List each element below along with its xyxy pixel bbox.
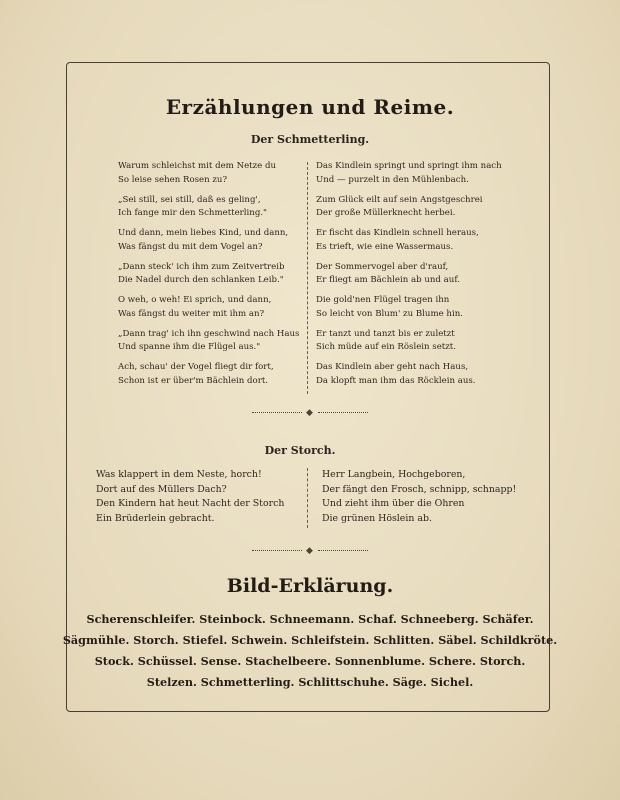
bild-erklaerung-line: Sägmühle. Storch. Stiefel. Schwein. Schleifstein. Schlitten. Säbel. Schildkröte. bbox=[62, 633, 558, 647]
verse-line: Da klopft man ihm das Röcklein aus. bbox=[316, 375, 476, 386]
bild-erklaerung-line: Stelzen. Schmetterling. Schlittschuhe. Säge. Sichel. bbox=[146, 675, 474, 689]
verse-line: Warum schleichst mit dem Netze du bbox=[118, 161, 277, 171]
verse-line: Der große Müllerknecht herbei. bbox=[316, 208, 456, 218]
stanza bbox=[316, 328, 502, 355]
verse-line: Ach, schau' der Vogel fliegt dir fort, bbox=[118, 362, 274, 372]
verse-line: „Dann steck' ich ihm zum Zeitvertreib bbox=[118, 261, 285, 272]
ornament-divider bbox=[0, 546, 620, 556]
stanza bbox=[118, 227, 299, 254]
stanza bbox=[118, 261, 299, 288]
verse-line: Das Kindlein springt und springt ihm nach bbox=[316, 161, 502, 171]
ornament-divider bbox=[0, 408, 620, 418]
verse-line: Schon ist er über'm Bächlein dort. bbox=[118, 375, 269, 386]
verse-line: So leise sehen Rosen zu? bbox=[118, 174, 228, 185]
stanza bbox=[316, 160, 502, 187]
bild-erklaerung-line: Stock. Schüssel. Sense. Stachelbeere. Sonnenblume. Schere. Storch. bbox=[94, 654, 526, 668]
verse-line: Und zieht ihm über die Ohren bbox=[322, 498, 465, 509]
column-divider bbox=[307, 162, 308, 394]
section-title-storch: Der Storch. bbox=[264, 444, 336, 457]
stanza bbox=[316, 194, 502, 221]
verse-line: Was fängst du weiter mit ihm an? bbox=[118, 308, 265, 319]
ornament-dots-right bbox=[318, 550, 368, 551]
ornament-dots-left bbox=[252, 550, 302, 551]
verse-line: Und dann, mein liebes Kind, und dann, bbox=[118, 228, 289, 238]
stanza bbox=[316, 261, 502, 288]
verse-line: Der fängt den Frosch, schnipp, schnapp! bbox=[322, 483, 517, 495]
verse-line: Herr Langbein, Hochgeboren, bbox=[322, 469, 466, 480]
verse-line: Der Sommervogel aber d'rauf, bbox=[316, 261, 449, 272]
column-divider bbox=[307, 468, 308, 528]
ornament-dots-left bbox=[252, 412, 302, 413]
poem-storch-right bbox=[322, 468, 516, 526]
verse-line: Und spanne ihm die Flügel aus." bbox=[118, 342, 261, 352]
verse-line: Er fliegt am Bächlein ab und auf. bbox=[316, 275, 460, 285]
verse-line: O weh, o weh! Ei sprich, und dann, bbox=[118, 295, 272, 305]
stanza bbox=[118, 328, 299, 355]
verse-line: Das Kindlein aber geht nach Haus, bbox=[316, 362, 469, 372]
page-title: Erzählungen und Reime. bbox=[165, 95, 455, 119]
stanza bbox=[316, 294, 502, 321]
verse-line: „Sei still, sei still, daß es geling', bbox=[118, 194, 261, 205]
ornament-dots-right bbox=[318, 412, 368, 413]
verse-line: Dort auf des Müllers Dach? bbox=[96, 483, 227, 495]
verse-line: Er tanzt und tanzt bis er zuletzt bbox=[316, 328, 455, 339]
stanza bbox=[316, 361, 502, 388]
stanza bbox=[118, 361, 299, 388]
verse-line: Was klappert in dem Neste, horch! bbox=[96, 469, 262, 480]
verse-line: Die Nadel durch den schlanken Leib." bbox=[118, 275, 284, 285]
verse-line: Was fängst du mit dem Vogel an? bbox=[118, 241, 263, 252]
verse-line: Es trieft, wie eine Wassermaus. bbox=[316, 241, 454, 252]
verse-line: „Dann trag' ich ihn geschwind nach Haus bbox=[118, 328, 300, 339]
verse-line: Zum Glück eilt auf sein Angstgeschrei bbox=[316, 194, 483, 205]
section-title-schmetterling: Der Schmetterling. bbox=[250, 133, 370, 146]
poem-schmetterling-right bbox=[316, 160, 502, 395]
poem-storch-left bbox=[96, 468, 284, 526]
verse-line: Den Kindern hat heut Nacht der Storch bbox=[96, 498, 285, 509]
stanza bbox=[118, 294, 299, 321]
verse-line: Sich müde auf ein Röslein setzt. bbox=[316, 342, 456, 352]
bild-erklaerung-line: Scherenschleifer. Steinbock. Schneemann. Schaf. Schneeberg. Schäfer. bbox=[86, 612, 534, 626]
verse-line: Die gold'nen Flügel tragen ihn bbox=[316, 295, 450, 305]
bild-erklaerung-title: Bild-Erklärung. bbox=[226, 575, 394, 597]
stanza bbox=[316, 227, 502, 254]
ornament-center-icon: ◆ bbox=[306, 408, 314, 418]
verse-line: Ein Brüderlein gebracht. bbox=[96, 512, 215, 524]
verse-line: So leicht von Blum' zu Blume hin. bbox=[316, 308, 463, 319]
stanza bbox=[118, 160, 299, 187]
verse-line: Er fischt das Kindlein schnell heraus, bbox=[316, 228, 479, 238]
stanza bbox=[118, 194, 299, 221]
verse-line: Ich fange mir den Schmetterling." bbox=[118, 208, 268, 218]
verse-line: Die grünen Höslein ab. bbox=[322, 512, 432, 524]
verse-line: Und — purzelt in den Mühlenbach. bbox=[316, 174, 469, 185]
poem-schmetterling-left bbox=[118, 160, 299, 395]
ornament-center-icon: ◆ bbox=[306, 546, 314, 556]
